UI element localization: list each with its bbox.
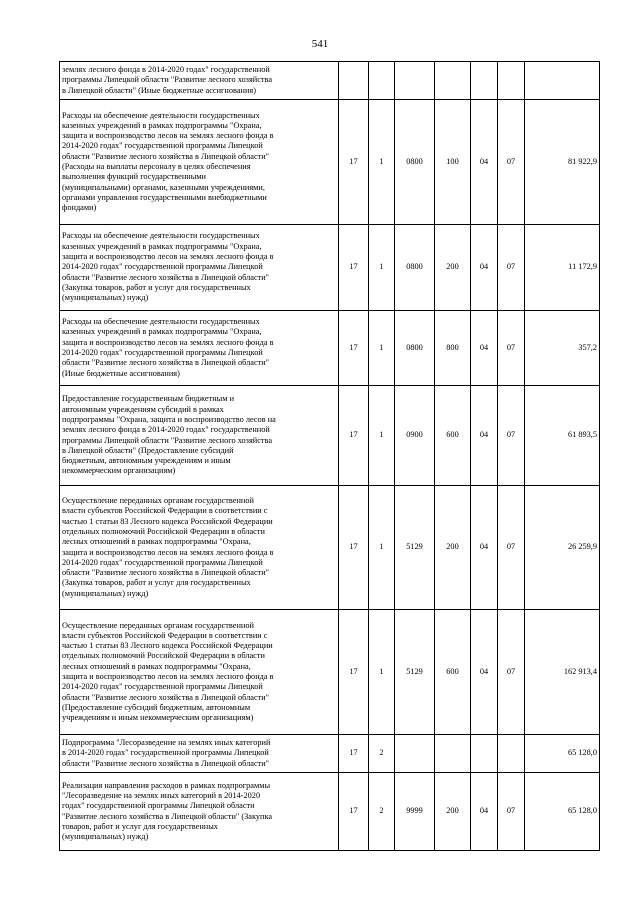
row-description: Предоставление государственным бюджетным и автономным учреждениям субсидий в рамках подпрограммы "Охрана, защита и воспроизводство лесов на землях лесного фонда в 2014-2020 годах" государственной программы Липецкой области "Развитие лесного хозяйства в Липецкой области" (Предоставление субсидий бюджетным, автономным учреждениям и иным некоммерческим организациям) [60,386,339,486]
cell-ved: 17 [339,486,369,610]
page-number: 541 [311,38,329,50]
cell-ved: 17 [339,100,369,225]
cell-csr: 100 [435,100,471,225]
cell-prazd [395,735,435,773]
cell-razd: 1 [369,225,395,311]
cell-csr: 600 [435,386,471,486]
cell-vr [471,735,498,773]
cell-amount: 162 913,4 [525,610,600,735]
table-row [60,62,600,100]
row-description: Осуществление переданных органам государственной власти субъектов Российской Федерации в соответствии с частью 1 статьи 83 Лесного кодекса Российской Федерации отдельных полномочий Российской Федерации в области лесных отношений в рамках подпрограммы "Охрана, защита и воспроизводство лесов на землях лесного фонда в 2014-2020 годах" государственной программы Липецкой области "Развитие лесного хозяйства в Липецкой области" (Предоставление субсидий бюджетным, автономным учреждениям и иным некоммерческим организациям) [60,610,339,735]
cell-razd: 1 [369,486,395,610]
row-description: землях лесного фонда в 2014-2020 годах" государственной программы Липецкой области "Развитие лесного хозяйства в Липецкой области" (Иные бюджетные ассигнования) [60,62,339,100]
cell-amount: 65 128,0 [525,735,600,773]
row-description: Расходы на обеспечение деятельности государственных казенных учреждений в рамках подпрограммы "Охрана, защита и воспроизводство лесов на землях лесного фонда в 2014-2020 годах" государственной программы Липецкой области "Развитие лесного хозяйства в Липецкой области" (Закупка товаров, работ и услуг для государственных (муниципальных) нужд) [60,225,339,311]
cell-prazd: 9999 [395,773,435,851]
cell-csr: 800 [435,311,471,386]
cell-prazd: 0800 [395,311,435,386]
cell-razd [369,62,395,100]
cell-vr: 04 [471,610,498,735]
cell-amount: 11 172,9 [525,225,600,311]
row-description: Расходы на обеспечение деятельности государственных казенных учреждений в рамках подпрограммы "Охрана, защита и воспроизводство лесов на землях лесного фонда в 2014-2020 годах" государственной программы Липецкой области "Развитие лесного хозяйства в Липецкой области" (Иные бюджетные ассигнования) [60,311,339,386]
cell-razd: 2 [369,773,395,851]
cell-prazd: 5129 [395,486,435,610]
cell-ved [339,62,369,100]
cell-vr: 04 [471,486,498,610]
table-row [60,100,600,225]
cell-c6 [498,62,525,100]
cell-amount: 357,2 [525,311,600,386]
cell-vr: 04 [471,311,498,386]
cell-vr [471,62,498,100]
cell-csr: 600 [435,610,471,735]
cell-prazd: 0900 [395,386,435,486]
cell-razd: 1 [369,311,395,386]
cell-prazd: 0800 [395,225,435,311]
cell-amount: 81 922,9 [525,100,600,225]
row-description: Осуществление переданных органам государственной власти субъектов Российской Федерации в соответствии с частью 1 статьи 83 Лесного кодекса Российской Федерации отдельных полномочий Российской Федерации в области лесных отношений в рамках подпрограммы "Охрана, защита и воспроизводство лесов на землях лесного фонда в 2014-2020 годах" государственной программы Липецкой области "Развитие лесного хозяйства в Липецкой области" (Закупка товаров, работ и услуг для государственных (муниципальных) нужд) [60,486,339,610]
table-row [60,311,600,386]
cell-c6: 07 [498,225,525,311]
cell-prazd: 0800 [395,100,435,225]
cell-razd: 1 [369,386,395,486]
row-description: Реализация направления расходов в рамках подпрограммы "Лесоразведение на землях иных категорий в 2014-2020 годах" государственной программы Липецкой области "Развитие лесного хозяйства в Липецкой области" (Закупка товаров, работ и услуг для государственных (муниципальных) нужд) [60,773,339,851]
cell-vr: 04 [471,386,498,486]
table-body [60,62,600,851]
cell-amount: 61 893,5 [525,386,600,486]
cell-ved: 17 [339,311,369,386]
cell-csr [435,735,471,773]
cell-vr: 04 [471,773,498,851]
cell-razd: 1 [369,100,395,225]
cell-csr [435,62,471,100]
row-description: Подпрограмма "Лесоразведение на землях иных категорий в 2014-2020 годах" государственной программы Липецкой области "Развитие лесного хозяйства в Липецкой области" [60,735,339,773]
table-row [60,610,600,735]
table-row [60,486,600,610]
cell-c6: 07 [498,773,525,851]
table-row [60,735,600,773]
cell-c6: 07 [498,386,525,486]
cell-csr: 200 [435,225,471,311]
cell-ved: 17 [339,735,369,773]
cell-prazd: 5129 [395,610,435,735]
cell-ved: 17 [339,386,369,486]
cell-razd: 1 [369,610,395,735]
cell-ved: 17 [339,773,369,851]
cell-c6: 07 [498,486,525,610]
cell-amount: 26 259,9 [525,486,600,610]
cell-prazd [395,62,435,100]
cell-vr: 04 [471,225,498,311]
cell-c6: 07 [498,100,525,225]
table-row [60,773,600,851]
cell-csr: 200 [435,486,471,610]
table-row [60,386,600,486]
cell-razd: 2 [369,735,395,773]
cell-amount [525,62,600,100]
budget-table [59,61,600,851]
cell-ved: 17 [339,225,369,311]
cell-c6 [498,735,525,773]
cell-vr: 04 [471,100,498,225]
table-row [60,225,600,311]
cell-csr: 200 [435,773,471,851]
cell-c6: 07 [498,610,525,735]
cell-amount: 65 128,0 [525,773,600,851]
row-description: Расходы на обеспечение деятельности государственных казенных учреждений в рамках подпрограммы "Охрана, защита и воспроизводство лесов на землях лесного фонда в 2014-2020 годах" государственной программы Липецкой области "Развитие лесного хозяйства в Липецкой области" (Расходы на выплаты персоналу в целях обеспечения выполнения функций государственными (муниципальными) органами, казенными учреждениями, органами управления государственными внебюджетными фондами) [60,100,339,225]
cell-ved: 17 [339,610,369,735]
cell-c6: 07 [498,311,525,386]
